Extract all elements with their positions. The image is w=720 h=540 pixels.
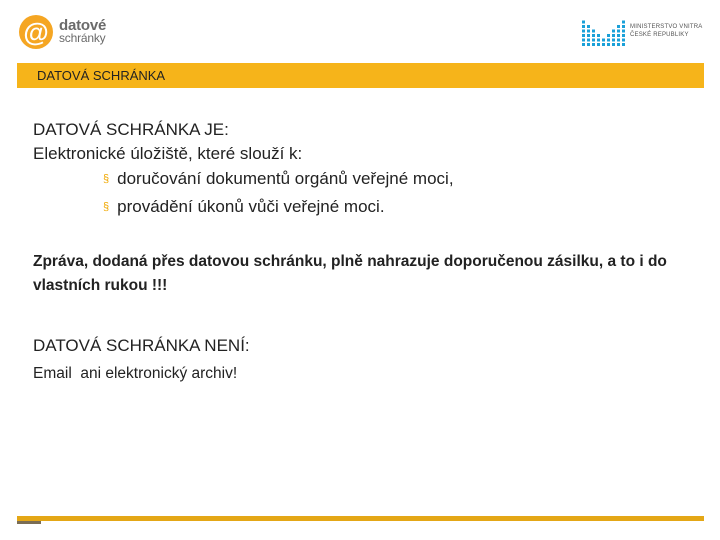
list-item xyxy=(103,194,693,222)
footer-mark xyxy=(17,521,41,524)
emblem-dot xyxy=(582,39,585,42)
emblem-dot xyxy=(582,30,585,33)
emblem-dot xyxy=(597,43,600,46)
bullet-icon: § xyxy=(103,173,110,185)
datove-schranky-logo xyxy=(19,15,106,49)
slide-content xyxy=(33,118,693,386)
emblem-dot xyxy=(602,39,605,42)
emblem-dot xyxy=(612,34,615,37)
emblem-dot xyxy=(622,39,625,42)
emblem-dot xyxy=(617,25,620,28)
emblem-dot xyxy=(587,39,590,42)
bullet-icon: § xyxy=(103,201,110,213)
emblem-dot xyxy=(587,34,590,37)
emblem-dot xyxy=(592,39,595,42)
emblem-dot xyxy=(587,30,590,33)
emblem-dot xyxy=(592,30,595,33)
list-item-text: doručování dokumentů orgánů veřejné moci, xyxy=(117,169,454,188)
emblem-dot xyxy=(622,21,625,24)
list-item xyxy=(103,166,693,194)
footer-rule xyxy=(17,516,704,521)
emblem-dot xyxy=(617,34,620,37)
list-item-text: provádění úkonů vůči veřejné moci. xyxy=(117,197,385,216)
emblem-dot xyxy=(597,39,600,42)
emblem-dot xyxy=(592,43,595,46)
emblem-dot xyxy=(602,43,605,46)
emblem-dot xyxy=(617,39,620,42)
band-title: DATOVÁ SCHRÁNKA xyxy=(37,68,166,83)
not-text: Email ani elektronický archiv! xyxy=(33,365,238,382)
emblem-dot xyxy=(597,34,600,37)
ministry-line-2: ČESKÉ REPUBLIKY xyxy=(630,32,689,38)
emblem-dot xyxy=(607,39,610,42)
header-band xyxy=(17,63,704,88)
heading-is: DATOVÁ SCHRÁNKA JE: xyxy=(33,120,229,139)
logo-line-1: datové xyxy=(59,17,107,34)
logo-wordmark xyxy=(59,19,106,45)
delivery-note: Zpráva, dodaná přes datovou schránku, plně nahrazuje doporučenou zásilku, a to i do vlastních rukou !!! xyxy=(33,253,667,294)
ministry-line-1: MINISTERSTVO VNITRA xyxy=(630,24,703,30)
emblem-dot xyxy=(582,34,585,37)
at-sign-icon: @ xyxy=(19,15,53,49)
emblem-dot xyxy=(587,25,590,28)
logo-line-2: schránky xyxy=(59,31,106,45)
ministry-emblem-icon xyxy=(580,14,626,48)
heading-is-not: DATOVÁ SCHRÁNKA NENÍ: xyxy=(33,336,250,355)
emblem-dot xyxy=(587,43,590,46)
ministry-logo xyxy=(580,14,702,48)
emblem-dot xyxy=(607,43,610,46)
emblem-dot xyxy=(617,30,620,33)
emblem-dot xyxy=(622,30,625,33)
emblem-dot xyxy=(582,25,585,28)
emblem-dot xyxy=(612,39,615,42)
emblem-dot xyxy=(622,34,625,37)
emblem-dot xyxy=(592,34,595,37)
ministry-text xyxy=(630,23,702,39)
intro-text: Elektronické úložiště, které slouží k: xyxy=(33,144,303,163)
emblem-dot xyxy=(622,43,625,46)
emblem-dot xyxy=(582,43,585,46)
emblem-dot xyxy=(582,21,585,24)
emblem-dot xyxy=(607,34,610,37)
emblem-dot xyxy=(612,43,615,46)
purpose-list xyxy=(33,166,693,222)
emblem-dot xyxy=(612,30,615,33)
emblem-dot xyxy=(622,25,625,28)
emblem-dot xyxy=(617,43,620,46)
